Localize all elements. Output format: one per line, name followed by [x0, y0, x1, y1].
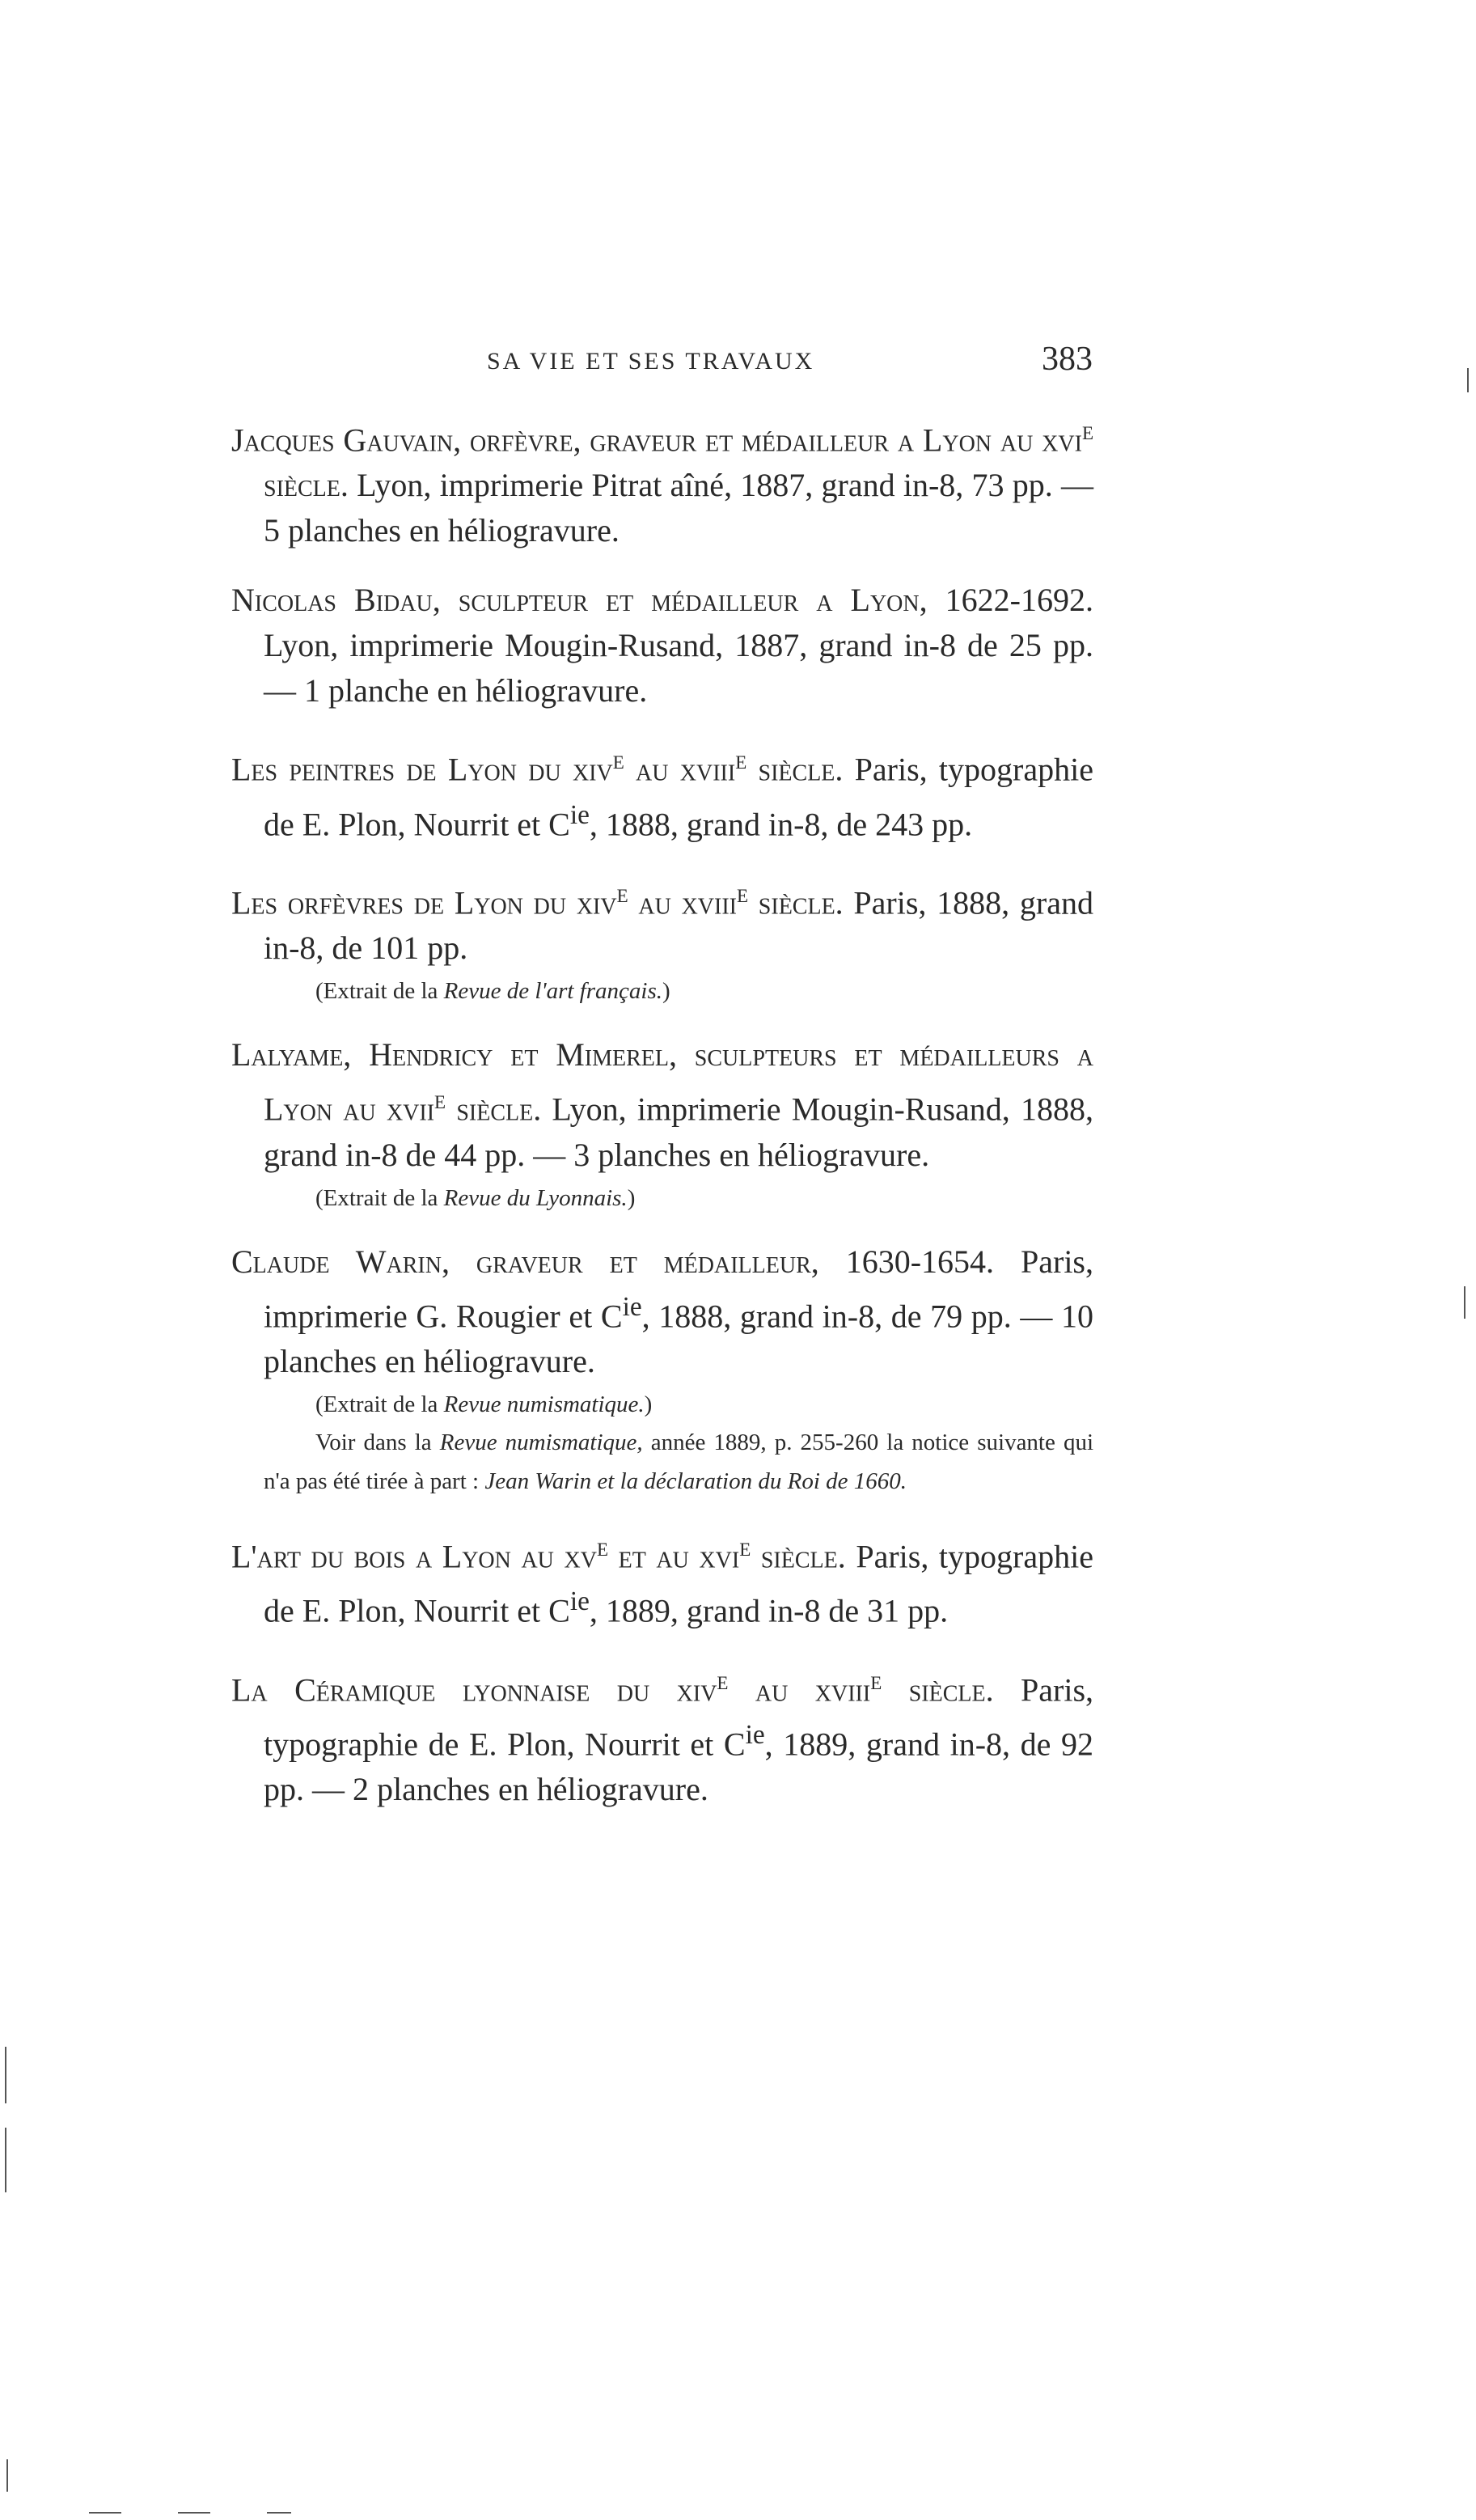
entry-details: Paris, typographie de E. Plon, Nourrit et C — [264, 1671, 1094, 1763]
bibliography-entry: Les orfèvres de Lyon du xiv$^e$ au xviii$^e$ siècle. Paris, 1888, grand in-8, de 101 pp. (Extrait de la Revue de l'art français.) — [231, 871, 1093, 1008]
entry-title: L'art du bois a Lyon au xv — [231, 1538, 597, 1575]
entry-title: La Céramique lyonnaise du xiv — [231, 1671, 717, 1708]
entry-title: Les peintres de Lyon du xiv — [231, 751, 613, 788]
entry-note: (Extrait de la Revue de l'art français.) — [315, 978, 670, 1005]
entry-title: Les orfèvres de Lyon du xiv — [231, 884, 617, 921]
entry-details: Paris, 1888, grand in-8, de 101 pp. — [264, 884, 1093, 967]
scan-mark — [6, 2459, 8, 2492]
running-title: SA VIE ET SES TRAVAUX — [487, 348, 815, 375]
page-number: 383 — [1042, 341, 1093, 378]
scan-mark — [178, 2512, 210, 2514]
bibliography-entry — [231, 578, 1093, 714]
scan-mark — [5, 2047, 6, 2103]
entry-details: Paris, typographie de E. Plon, Nourrit et C — [264, 751, 1093, 842]
entry-details: Lyon, imprimerie Mougin-Rusand, 1888, grand in-8 de 44 pp. — 3 planches en héliogravure. — [264, 1091, 1093, 1173]
entry-note-long: Voir dans la Revue numismatique, année 1889, p. 255-260 la notice suivante qui n'a pas été tirée à part : Jean Warin et la déclaration du Roi de 1660. — [264, 1429, 1093, 1494]
bibliography-list — [231, 409, 1093, 1836]
scan-mark — [89, 2512, 121, 2514]
entry-details: 1630-1654. Paris, imprimerie G. Rougier et C — [264, 1243, 1093, 1334]
entry-details: Lyon, imprimerie Pitrat aîné, 1887, grand in-8, 73 pp. — 5 planches en héliogravure. — [264, 467, 1093, 549]
bibliography-entry: Les peintres de Lyon du xiv$^e$ au xviii$^e$ siècle. Paris, typographie de E. Plon, Nourrit et $C^{ie}$, 1888, grand in-8, de 243 pp. — [231, 745, 1093, 842]
entry-note: (Extrait de la Revue numismatique.) — [315, 1391, 653, 1417]
entry-details: Paris, typographie de E. Plon, Nourrit et C — [264, 1538, 1093, 1629]
bibliography-entry: Jacques Gauvain, orfèvre, graveur et médailleur a Lyon au xvi$^e$ siècle. Lyon, imprimerie Pitrat aîné, 1887, grand in-8, 73 pp. — 5 planches en héliogravure. — [231, 416, 1093, 549]
scan-mark — [5, 2128, 6, 2192]
bibliography-entry: Claude Warin, graveur et médailleur, 1630-1654. Paris, imprimerie G. Rougier et $C^{ie}$, 1888, grand in-8, de 79 pp. — 10 planches en héliogravure. (Extrait de la Revue numismatique.) Voir dans la Revue numismatique, année 1889, p. 255-260 la notice suivante qui n'a pas été tirée à part : Jean Warin et la déclaration du Roi de 1660. — [231, 1239, 1093, 1501]
bibliography-entry: L'art du bois a Lyon au $xv^e$ et au xvi$^e$ siècle. Paris, typographie de E. Plon, Nourrit et $C^{ie}$, 1889, grand in-8 de 31 pp. — [231, 1531, 1093, 1629]
scan-mark — [267, 2512, 291, 2514]
entry-title: Jacques Gauvain, orfèvre, graveur et médailleur a Lyon au xvi — [231, 421, 1082, 459]
entry-note: (Extrait de la Revue du Lyonnais.) — [315, 1184, 636, 1211]
bibliography-entry: Lalyame, Hendricy et Mimerel, sculpteurs et médailleurs a Lyon au xvii$^e$ siècle. Lyon, imprimerie Mougin-Rusand, 1888, grand in-8 de 44 pp. — 3 planches en héliogravure. (Extrait de la Revue du Lyonnais.) — [231, 1032, 1093, 1214]
scan-mark — [1464, 1286, 1465, 1319]
entry-title: Lalyame, Hendricy et Mimerel, sculpteurs et médailleurs a Lyon au xvii — [231, 1036, 1093, 1128]
scan-mark — [1467, 368, 1469, 392]
entry-title: Claude Warin, graveur et médailleur, — [231, 1243, 819, 1280]
entry-title: Nicolas Bidau, sculpteur et médailleur a Lyon, — [231, 582, 928, 619]
entry-details: 1622-1692. Lyon, imprimerie Mougin-Rusand, 1887, grand in-8 de 25 pp. — 1 planche en héliogravure. — [264, 582, 1093, 709]
bibliography-entry: La Céramique lyonnaise du xiv$^e$ au xviii$^e$ siècle. Paris, typographie de E. Plon, Nourrit et $C^{ie}$, 1889, grand in-8, de 92 pp. — 2 planches en héliogravure. — [231, 1665, 1094, 1808]
page-header — [0, 340, 1476, 388]
